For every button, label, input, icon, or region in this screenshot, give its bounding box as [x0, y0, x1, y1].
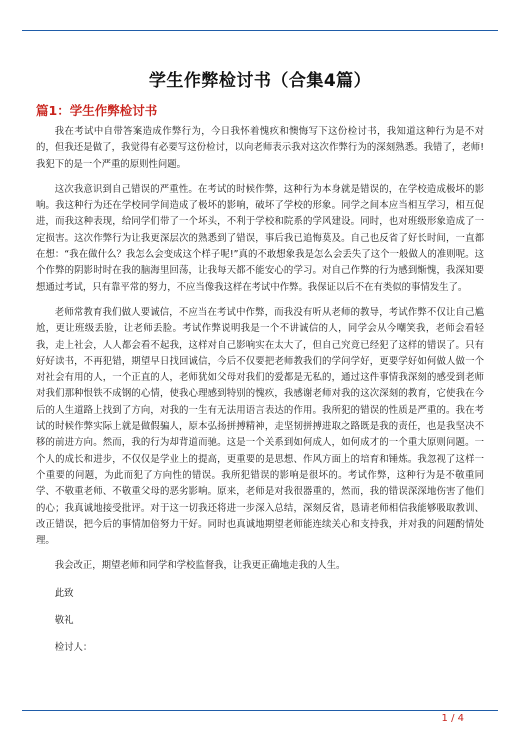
closing-cizhi: 此致 [54, 587, 74, 599]
paragraph-promise: 我会改正，期望老师和同学和学校监督我，让我更正确地走我的人生。 [54, 560, 346, 572]
chapter-heading: 篇1：学生作弊检讨书 [36, 103, 158, 118]
header-rule [22, 30, 498, 31]
page-indicator: 1 / 4 [441, 713, 464, 724]
paragraph-intro: 我在考试中自带答案造成作弊行为，今日我怀着愧疚和懊悔写下这份检讨书，我知道这种行为是不对的，但我还是做了，我觉得有必要写这份检讨，以向老师表示我对这次作弊行为的深刻熟悉。我错了，老师!我犯下的是一个严重的原则性问题。 [36, 126, 484, 170]
document-title: 学生作弊检讨书（合集4篇） [148, 71, 372, 91]
signature-line: 检讨人： [54, 642, 93, 654]
closing-jingli: 敬礼 [54, 615, 74, 627]
document-body [36, 124, 484, 668]
paragraph-teacher-teaching: 老师常教育我们做人要诚信，不应当在考试中作弊，而我没有听从老师的教导，考试作弊不仅让自己尴尬，更让班级丢脸，让老师丢脸。考试作弊说明我是一个不讲诚信的人，同学会从今嘲笑我，老师会看轻我，走上社会，人人都会看不起我，这样对自己影响实在太大了，但自己究竟已经犯了这样的错误了。只有好好读书，不再犯错，期望早日找回诚信，今后不仅要把老师教我们的学问学好，更要学好如何做人做一个对社会有用的人，一个正直的人，老师犹如父母对我们的爱都是无私的，通过这件事情我深刻的感受到老师对我们那种恨铁不成钢的心情，使我心理感到特别的愧疚，我感谢老师对我的这次深刻的教育，它使我在今后的人生道路上找到了方向，对我的一生有无法用语言表达的作用。我所犯的错误的性质是严重的。我在考试的时候作弊实际上就是做假骗人，原本弘扬拼搏精神，走坚韧拼搏进取之路既是我的责任，也是我坚决不移的前进方向。然而，我的行为却背道而驰。这是一个关系到如何成人，如何成才的一个重大原则问题。一个人的成长和进步，不仅仅是学业上的提高，更重要的是思想、作风方面上的培育和锤炼。我忽视了这样一个重要的问题，为此而犯了方向性的错误。我所犯错误的影响是很坏的。考试作弊，这种行为是不敬重同学、不敬重老师、不敬重父母的恶劣影响。原来，老师是对我很器重的，然而，我的错误深深地伤害了他们的心；我真诚地接受批评。对于这一切我还将进一步深入总结，深刻反省，恳请老师相信我能够吸取教训、改正错误，把今后的事情加倍努力干好。同时也真诚地期望老师能连续关心和支持我，并对我的问题酌情处理。 [36, 306, 484, 547]
footer-rule [22, 710, 498, 711]
paragraph-reflection: 这次我意识到自己错误的严重性。在考试的时候作弊，这种行为本身就是错误的，在学校造成极坏的影响。我这种行为还在学校同学间造成了极坏的影响，破坏了学校的形象。同学之间本应当相互学习，相互促进，而我这种表现，给同学们带了一个坏头，不利于学校和院系的学风建设。同时，也对班级形象造成了一定损害。这次作弊行为让我更深层次的熟悉到了错误，事后我已追悔莫及。自己也反省了好长时间，一直都在想：“我在做什么？我怎么会变成这个样子呢!”真的不敢想象我是怎么会丢失了这个一般做人的准则呢。这个作弊的阴影时时在我的脑海里回荡，让我每天都不能安心的学习。对自己作弊的行为感到惭愧，我深知要想通过考试，只有靠平常的努力，不应当像我这样在考试中作弊。我保证以后不在有类似的事情发生了。 [36, 183, 484, 293]
